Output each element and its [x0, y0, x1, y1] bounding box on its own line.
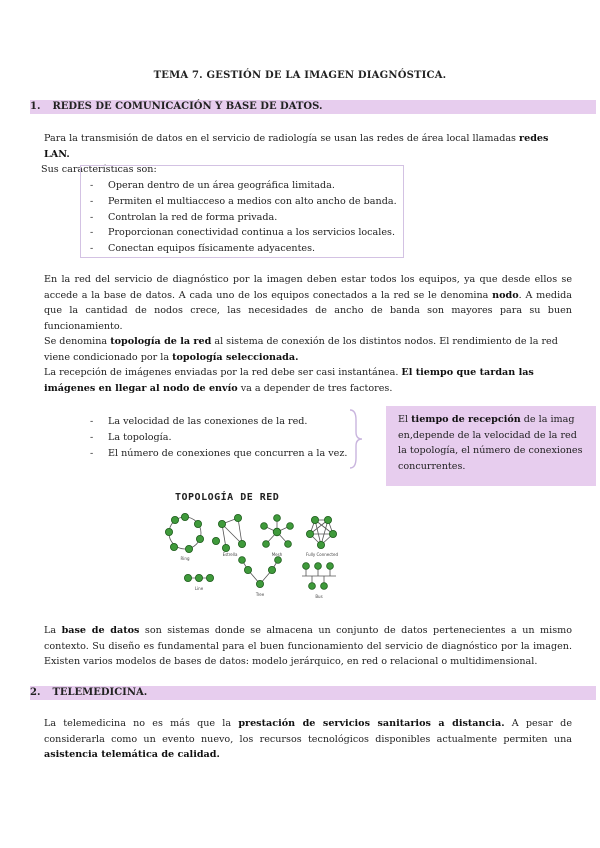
mesh-label: Mesh — [271, 552, 283, 557]
list-item: - Controlan la red de forma privada. — [90, 210, 400, 226]
fully-connected-topology-icon — [306, 516, 336, 548]
list-item: - Conectan equipos físicamente adyacentes. — [90, 241, 400, 257]
list-item: - La topología. — [90, 430, 355, 446]
line-label: Line — [194, 586, 204, 591]
list-item: - El número de conexiones que concurren a la vez. — [90, 446, 355, 462]
list-item: - Permiten el multiacceso a medios con alto ancho de banda. — [90, 194, 400, 210]
tree-label: Tree — [255, 592, 265, 597]
ring-label: Ring — [180, 556, 190, 561]
fully-connected-label: Fully Connected — [305, 552, 339, 557]
list-item: - La velocidad de las conexiones de la red. — [90, 414, 355, 430]
factors-list — [90, 414, 355, 461]
page-title: TEMA 7. GESTIÓN DE LA IMAGEN DIAGNÓSTICA. — [153, 70, 447, 81]
section-heading-1 — [30, 100, 596, 114]
bus-label: Bus — [315, 594, 323, 599]
base-datos-paragraph: La base de datos son sistemas donde se almacena un conjunto de datos pertenecientes a un mismo contexto. Su diseño es fundamental para el buen funcionamiento del servicio de diagnóstico por la imagen. Existen varios modelos de bases de datos: modelo jerárquico, en red o relacional o multidimensional. — [44, 625, 573, 667]
nodo-paragraph: En la red del servicio de diagnóstico por la imagen deben estar todos los equipos, ya que desde ellos se accede a la base de datos. A cada uno de los equipos conectados a la red se le denomina nodo. A medida que la cantidad de nodos crece, las necesidades de ancho de banda son mayores para su buen funcionamiento. — [44, 274, 572, 332]
intro-paragraph: Para la transmisión de datos en el servicio de radiología se usan las redes de área local llamadas redes LAN. Sus características son: — [41, 133, 549, 175]
list-item: - Operan dentro de un área geográfica limitada. — [90, 178, 400, 194]
star-label: Estrella — [222, 552, 238, 557]
list-item: - Proporcionan conectividad continua a los servicios locales. — [90, 225, 400, 241]
reception-time-callout: El tiempo de recepción de la imag en,depende de la velocidad de la red la topología, el número de conexiones concurrentes. — [386, 406, 596, 486]
ring-topology-icon — [165, 513, 203, 552]
section-title: REDES DE COMUNICACIÓN Y BASE DE DATOS. — [52, 101, 323, 112]
bus-topology-icon — [302, 563, 336, 590]
telemedicina-paragraph: La telemedicina no es más que la prestación de servicios sanitarios a distancia. A pesar de considerarla como un evento nuevo, los recursos tecnológicos disponibles actualmente permiten una asistencia telemática de calidad. — [44, 718, 573, 760]
section-heading-2 — [30, 686, 596, 700]
star-topology-icon — [212, 514, 245, 551]
topologia-paragraph: Se denomina topología de la red al sistema de conexión de los distintos nodos. El rendimiento de la red viene condicionado por la topología seleccionada. La recepción de imágenes enviadas por la red debe ser casi instantánea. El tiempo que tardan las imágenes en llegar al nodo de envío va a depender de tres factores. — [44, 336, 558, 394]
mesh-topology-icon — [261, 515, 294, 548]
network-figure-title: TOPOLOGÍA DE RED — [175, 492, 280, 503]
section-number: 1. — [30, 101, 41, 112]
section-number: 2. — [30, 687, 41, 698]
line-topology-icon — [184, 574, 213, 581]
section-title: TELEMEDICINA. — [52, 687, 148, 698]
tree-topology-icon — [239, 557, 282, 588]
characteristics-list — [90, 178, 400, 257]
brace-icon — [346, 408, 366, 470]
network-topology-figure — [160, 508, 350, 608]
